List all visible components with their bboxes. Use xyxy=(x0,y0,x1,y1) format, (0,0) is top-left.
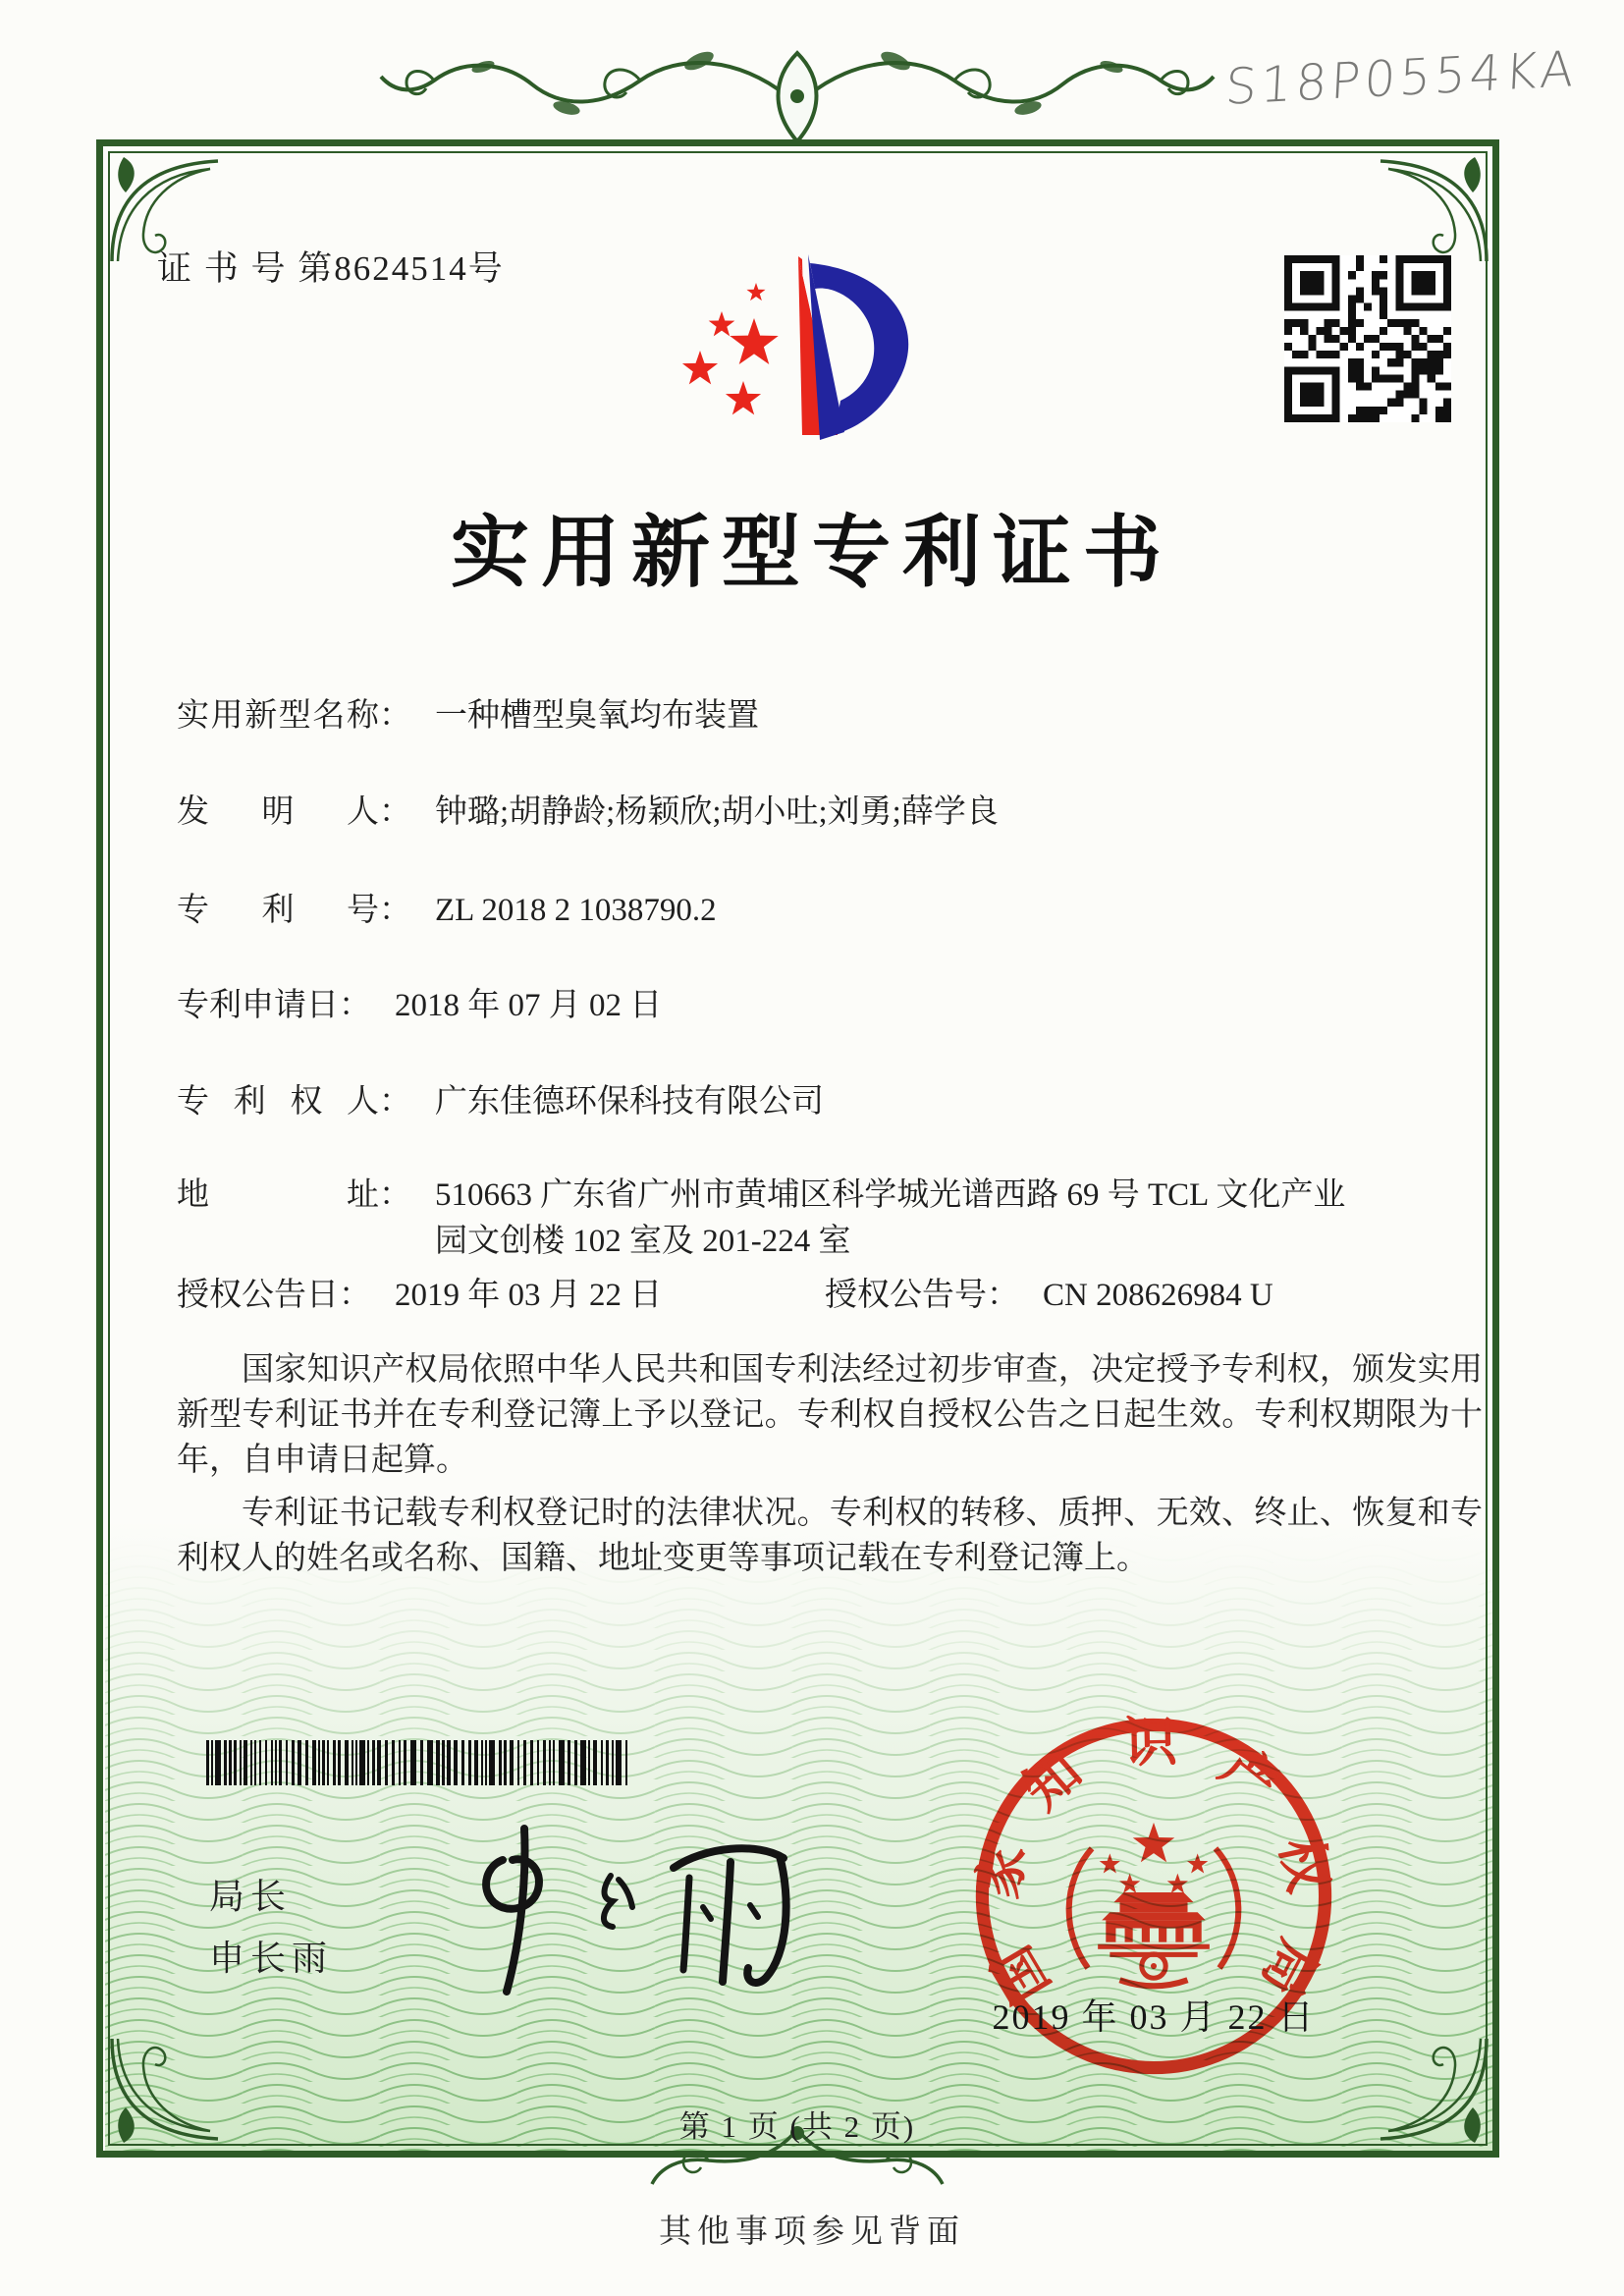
certificate-number: 证 书 号 第8624514号 xyxy=(157,249,505,288)
field-row: 专利申请日 ： 2018 年 07 月 02 日 xyxy=(177,983,662,1028)
field-row: 专利权人 ： 广东佳德环保科技有限公司 xyxy=(177,1079,824,1124)
field-label: 专利申请日 xyxy=(177,988,339,1023)
director-signature xyxy=(463,1815,802,2006)
grant-number: 授权公告号： CN 208626984 U xyxy=(825,1278,1273,1313)
field-value: 钟璐;胡静龄;杨颖欣;胡小吐;刘勇;薛学良 xyxy=(435,794,999,830)
field-value: 广东佳德环保科技有限公司 xyxy=(435,1084,824,1120)
field-row: 发明人 ： 钟璐;胡静龄;杨颖欣;胡小吐;刘勇;薛学良 xyxy=(177,790,999,835)
signer-name: 申长雨 xyxy=(209,1938,334,1978)
signer-title: 局长 xyxy=(209,1876,293,1916)
field-value: 2018 年 07 月 02 日 xyxy=(395,988,663,1023)
border-flourish-top-icon xyxy=(365,35,1229,163)
field-row: 地址 ： 510663 广东省广州市黄埔区科学城光谱西路 69 号 TCL 文化产业园文创楼 102 室及 201-224 室 xyxy=(177,1173,1348,1265)
cnipa-logo-icon xyxy=(677,242,933,450)
field-row: 专利号 ： ZL 2018 2 1038790.2 xyxy=(177,888,717,933)
footer-note: 其他事项参见背面 xyxy=(659,2214,965,2250)
field-value: ZL 2018 2 1038790.2 xyxy=(435,893,717,928)
seal-org-text: 国家知识产权局 xyxy=(967,1712,1339,2013)
certificate-title: 实用新型专利证书 xyxy=(451,511,1173,597)
field-label: 专利权人 xyxy=(177,1084,379,1120)
field-label: 专利号 xyxy=(177,893,379,928)
border-corner-ornament-icon xyxy=(1375,149,1492,267)
field-value: 510663 广东省广州市黄埔区科学城光谱西路 69 号 TCL 文化产业园文创楼 102 室及 201-224 室 xyxy=(435,1177,1346,1259)
grant-date: 授权公告日： 2019 年 03 月 22 日 xyxy=(177,1278,663,1313)
legal-paragraph: 国家知识产权局依照中华人民共和国专利法经过初步审查，决定授予专利权，颁发实用新型专利证书并在专利登记簿上予以登记。专利权自授权公告之日起生效。专利权期限为十年，自申请日起算。 xyxy=(177,1352,1483,1478)
seal-date: 2019 年 03 月 22 日 xyxy=(992,1997,1316,2037)
field-label: 地址 xyxy=(177,1177,379,1213)
field-label: 实用新型名称 xyxy=(177,698,379,734)
grant-row xyxy=(177,1273,1273,1318)
page-number: 第 1 页 (共 2 页) xyxy=(678,2109,916,2144)
handwritten-code: S18P0554KA xyxy=(1223,39,1580,116)
field-row: 实用新型名称 ： 一种槽型臭氧均布装置 xyxy=(177,693,759,738)
legal-paragraph: 专利证书记载专利权登记时的法律状况。专利权的转移、质押、无效、终止、恢复和专利权人的姓名或名称、国籍、地址变更等事项记载在专利登记簿上。 xyxy=(177,1496,1483,1576)
legal-text xyxy=(177,1347,1483,1589)
field-value: 一种槽型臭氧均布装置 xyxy=(435,698,759,734)
field-label: 发明人 xyxy=(177,794,379,830)
qr-code xyxy=(1284,255,1451,422)
barcode xyxy=(206,1740,630,1785)
